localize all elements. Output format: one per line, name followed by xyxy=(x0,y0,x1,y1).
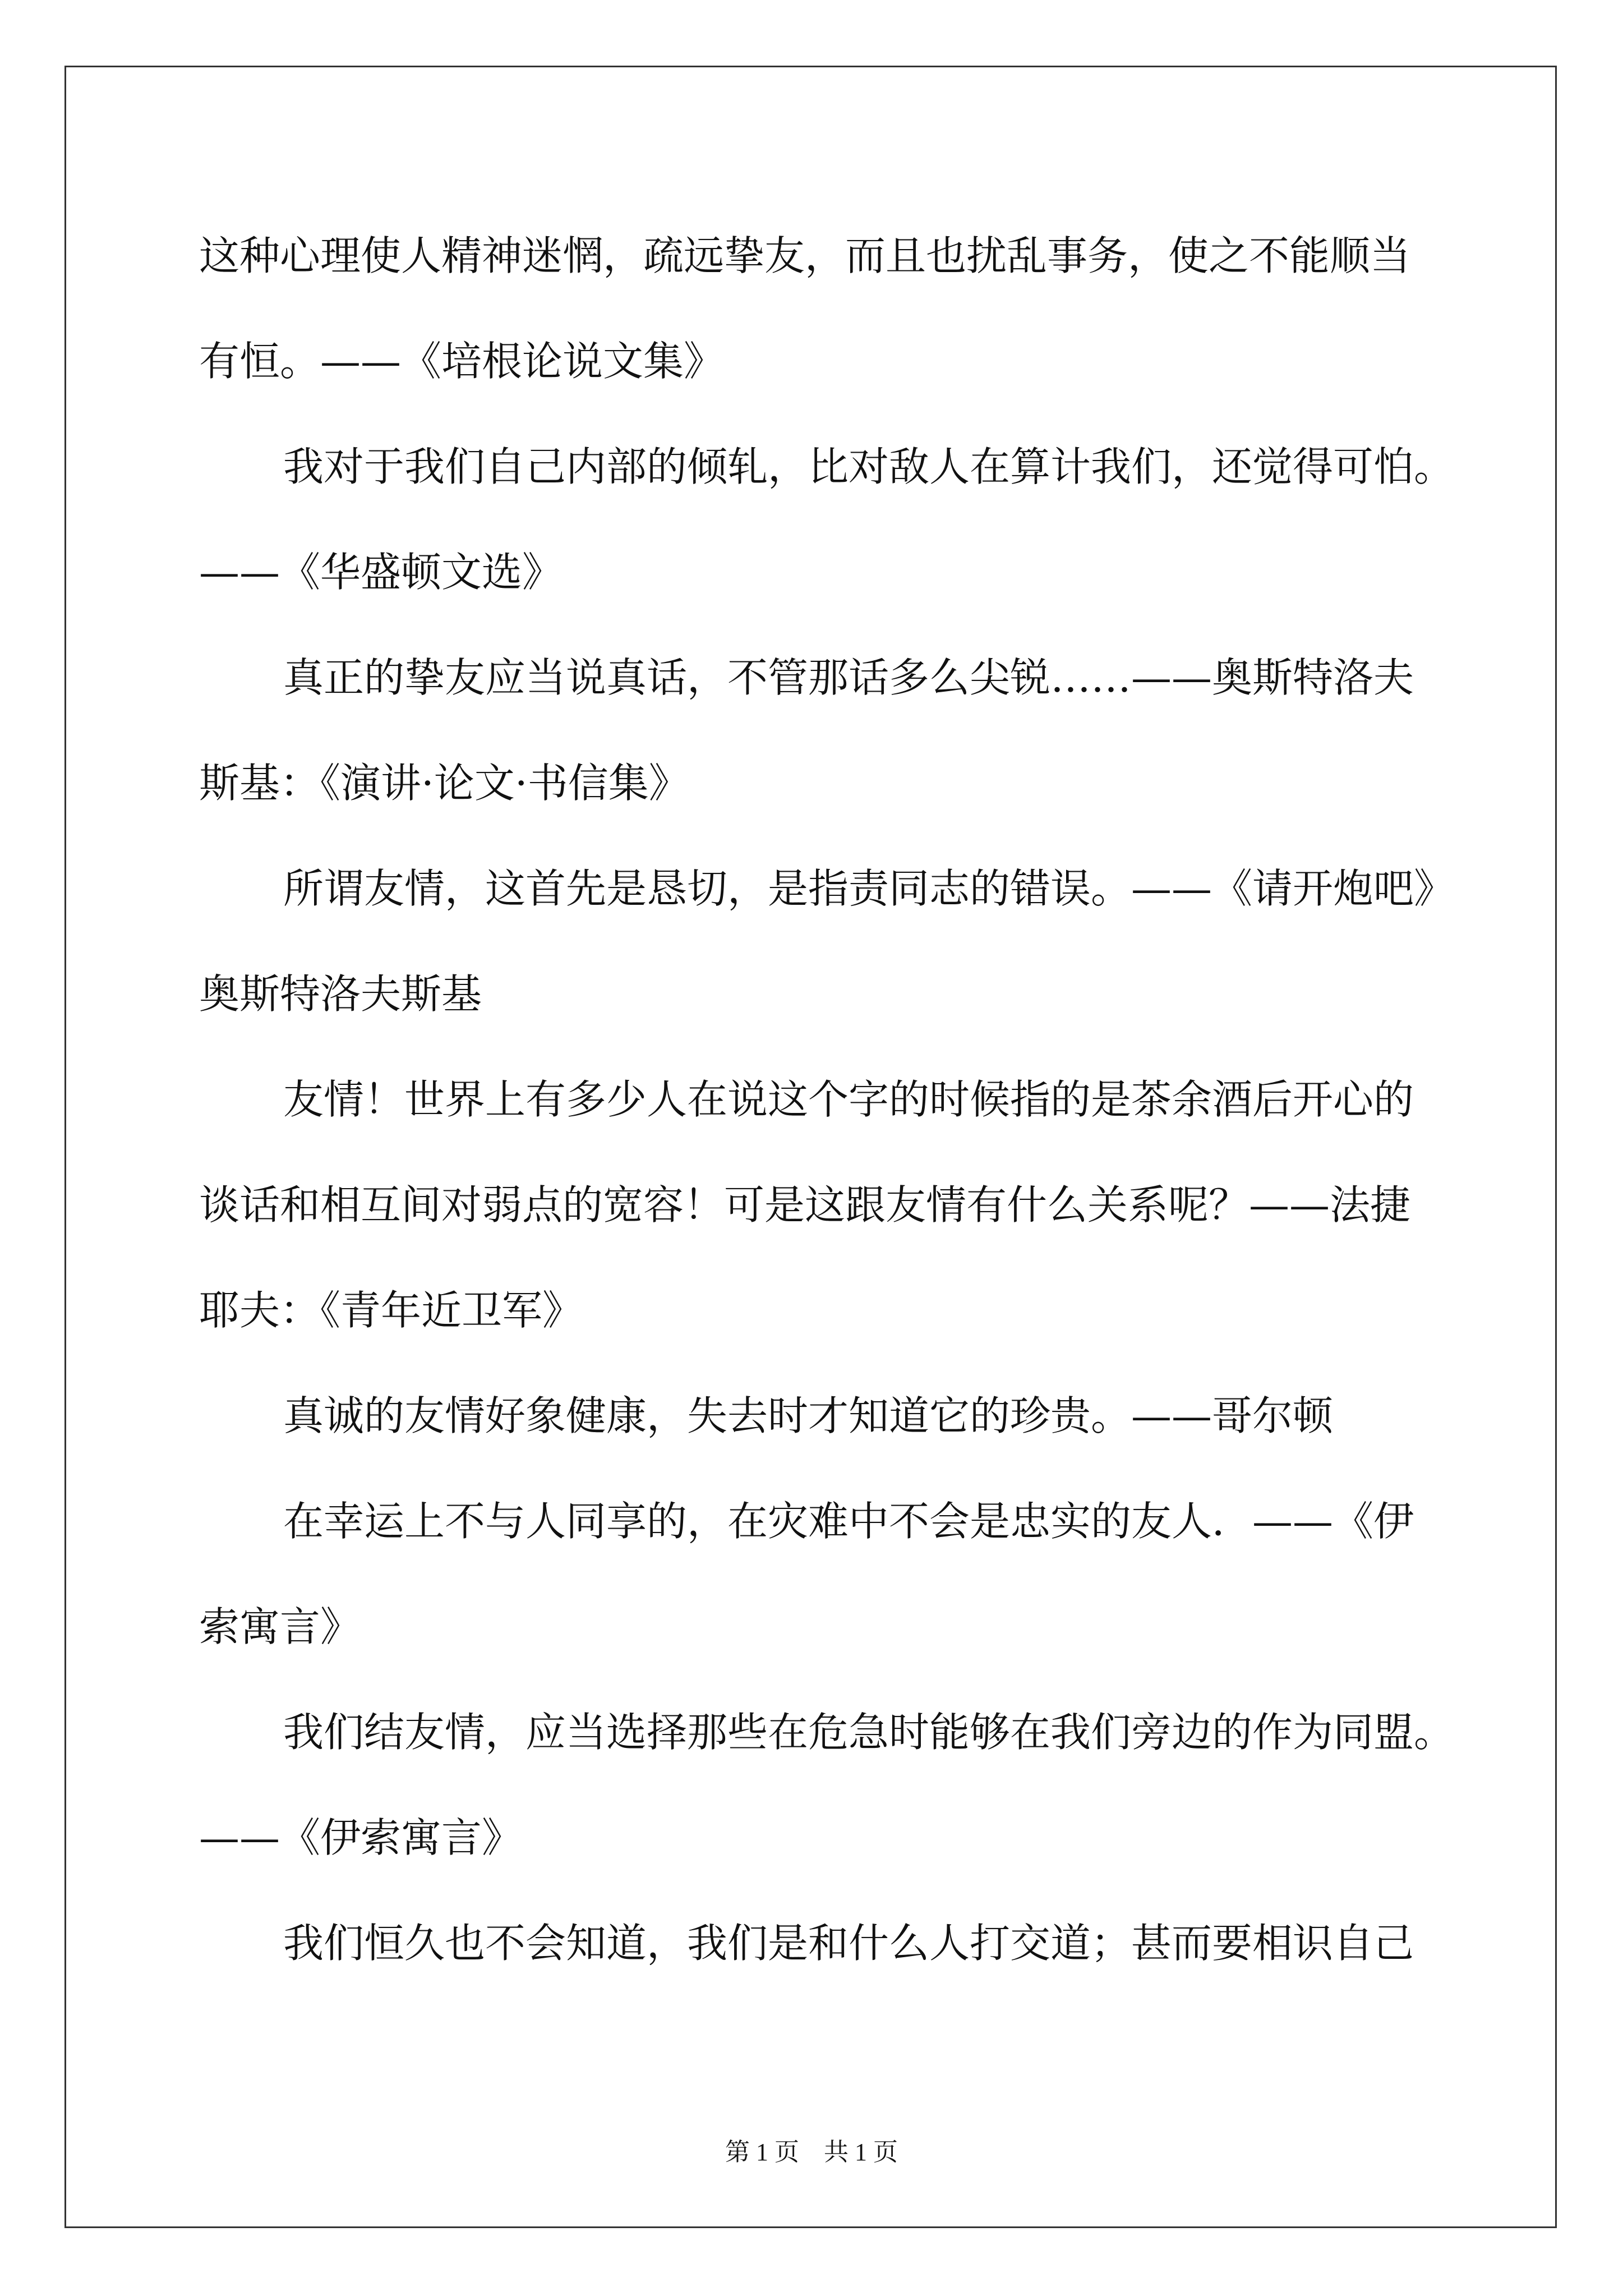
text-line: ——《华盛顿文选》 xyxy=(199,549,563,596)
text-line: 耶夫：《青年近卫军》 xyxy=(199,1287,583,1334)
text-line: 索寓言》 xyxy=(199,1603,361,1650)
paragraph xyxy=(199,1680,1455,1890)
text-line: ——《伊索寓言》 xyxy=(199,1814,523,1861)
text-line: 我对于我们自己内部的倾轧，比对敌人在算计我们，还觉得可怕。 xyxy=(283,443,1455,490)
page-footer: 第 1 页 共 1 页 xyxy=(725,2138,898,2166)
text-line: 奥斯特洛夫斯基 xyxy=(199,970,482,1018)
paragraph xyxy=(199,203,1422,414)
text-line: 我们恒久也不会知道，我们是和什么人打交道；甚而要相识自己 xyxy=(283,1920,1414,1967)
paragraph xyxy=(199,1363,1422,1469)
text-line: 有恒。——《培根论说文集》 xyxy=(199,338,725,385)
document-body xyxy=(199,203,1455,1996)
paragraph xyxy=(199,1469,1422,1680)
text-line: 我们结友情，应当选择那些在危急时能够在我们旁边的作为同盟。 xyxy=(283,1709,1455,1756)
text-line: 斯基：《演讲·论文·书信集》 xyxy=(199,760,689,807)
paragraph xyxy=(199,625,1422,836)
paragraph xyxy=(199,414,1455,625)
text-line: 所谓友情，这首先是恳切，是指责同志的错误。——《请开炮吧》 xyxy=(283,865,1455,912)
paragraph xyxy=(199,1047,1422,1363)
text-line: 真诚的友情好象健康，失去时才知道它的珍贵。——哥尔顿 xyxy=(283,1392,1334,1439)
text-line: 谈话和相互间对弱点的宽容！可是这跟友情有什么关系呢？——法捷 xyxy=(199,1181,1411,1228)
text-line: 友情！世界上有多少人在说这个字的时候指的是茶余酒后开心的 xyxy=(283,1076,1414,1123)
text-line: 这种心理使人精神迷惘，疏远挚友，而且也扰乱事务，使之不能顺当 xyxy=(199,232,1411,279)
paragraph xyxy=(199,836,1455,1047)
paragraph xyxy=(199,1890,1422,1996)
text-line: 在幸运上不与人同享的，在灾难中不会是忠实的友人．——《伊 xyxy=(283,1498,1414,1545)
text-line: 真正的挚友应当说真话，不管那话多么尖锐……——奥斯特洛夫 xyxy=(283,654,1414,701)
